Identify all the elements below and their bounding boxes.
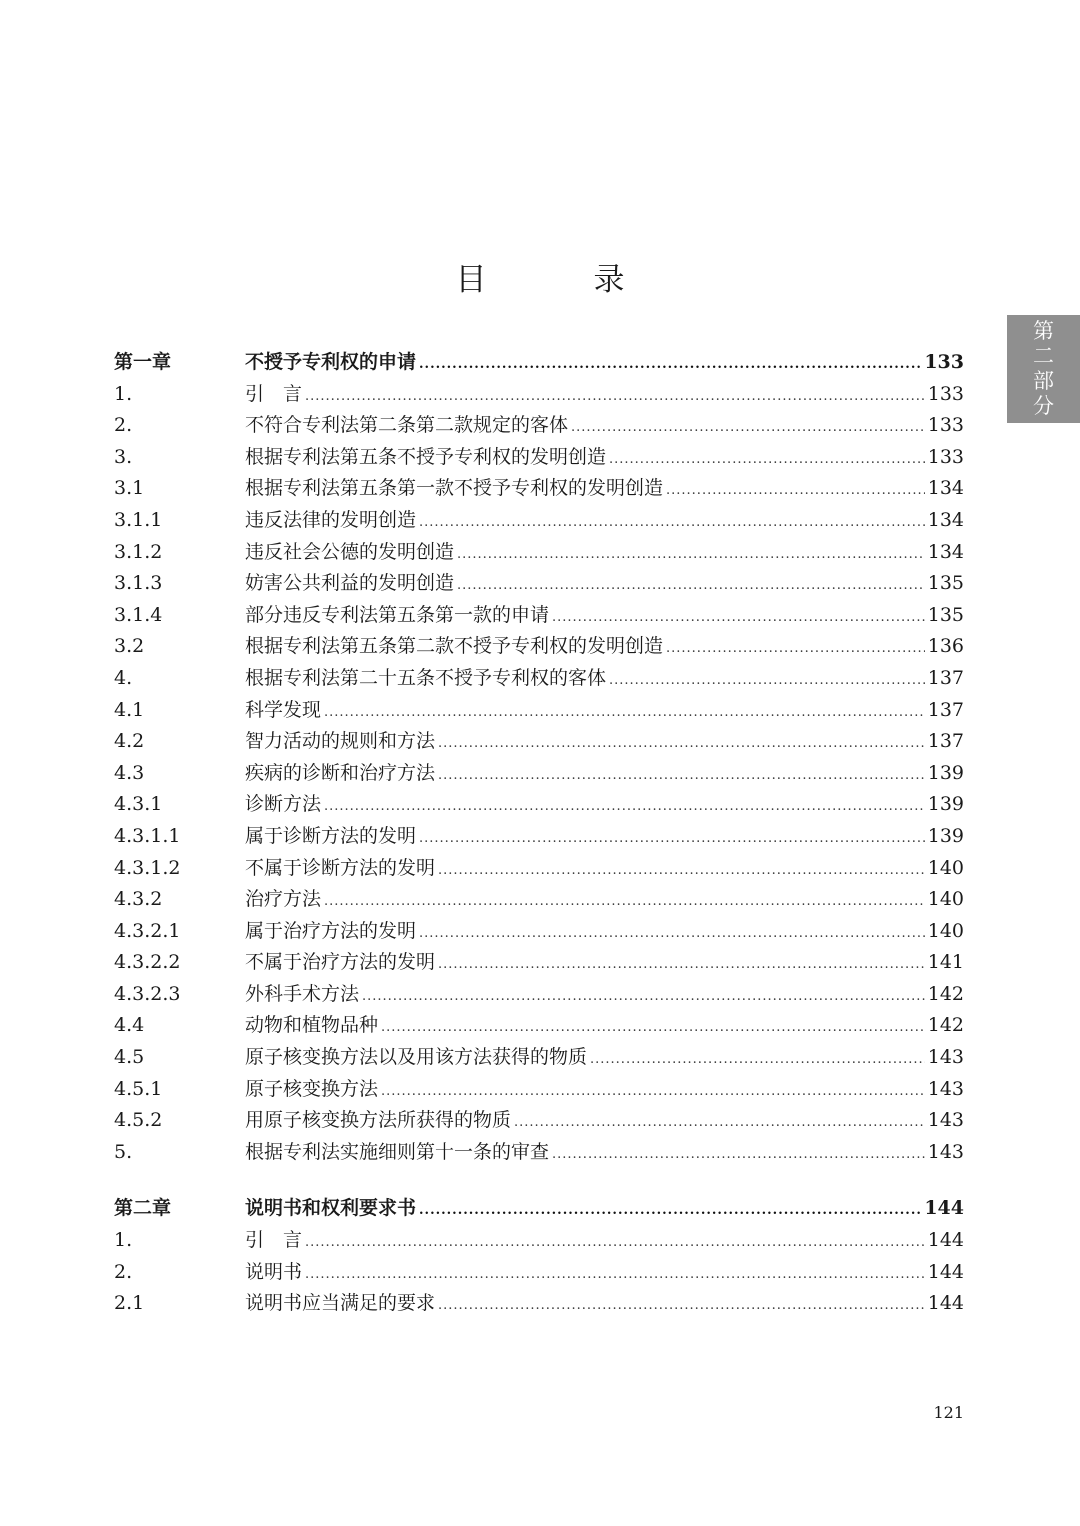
entry-page: 144 [927, 1292, 964, 1315]
entry-number: 4.3.1.2 [114, 856, 181, 879]
entry-title: 说明书 [245, 1260, 303, 1283]
entry-page: 140 [927, 919, 964, 942]
dot-leader [419, 507, 925, 539]
entry-number: 4.2 [114, 730, 145, 753]
entry-title: 动物和植物品种 [245, 1014, 379, 1037]
chapter-page: 133 [924, 351, 964, 373]
entry-page: 133 [927, 445, 964, 468]
dot-leader [438, 1290, 925, 1322]
dot-leader [666, 475, 925, 507]
entry-page: 143 [927, 1077, 964, 1100]
dot-leader [324, 791, 925, 823]
entry-page: 133 [927, 414, 964, 437]
chapter-1-entries [114, 379, 964, 1169]
toc-entry[interactable] [114, 947, 964, 979]
toc-entry[interactable] [114, 631, 964, 663]
toc-title: 目 录 [455, 262, 663, 298]
entry-title: 说明书应当满足的要求 [245, 1292, 436, 1315]
entry-page: 139 [927, 761, 964, 784]
toc-entry[interactable] [114, 1074, 964, 1106]
entry-number: 3.2 [114, 635, 145, 658]
dot-leader [324, 697, 925, 729]
entry-number: 3.1.1 [114, 508, 163, 531]
entry-page: 143 [927, 1140, 964, 1163]
entry-page: 143 [927, 1109, 964, 1132]
entry-title: 引 言 [245, 382, 303, 405]
toc-chapter-row[interactable] [114, 1193, 964, 1225]
toc-entry[interactable] [114, 568, 964, 600]
entry-number: 4. [114, 666, 133, 689]
dot-leader [438, 855, 925, 887]
dot-leader [305, 1227, 925, 1259]
chapter-number: 第一章 [114, 351, 172, 373]
entry-title: 根据专利法第二十五条不授予专利权的客体 [245, 666, 607, 689]
entry-number: 5. [114, 1140, 133, 1163]
dot-leader [362, 981, 925, 1013]
toc-entry[interactable] [114, 379, 964, 411]
entry-number: 1. [114, 382, 133, 405]
dot-leader [305, 1259, 925, 1291]
entry-page: 139 [927, 793, 964, 816]
entry-number: 4.5.1 [114, 1077, 163, 1100]
entry-title: 根据专利法第五条第二款不授予专利权的发明创造 [245, 635, 664, 658]
entry-title: 妨害公共利益的发明创造 [245, 572, 455, 595]
part-tab-char: 第 [1033, 319, 1054, 343]
entry-page: 141 [927, 951, 964, 974]
entry-page: 140 [927, 888, 964, 911]
entry-number: 4.3.2.3 [114, 982, 181, 1005]
page-number: 121 [933, 1403, 964, 1422]
chapter-title: 说明书和权利要求书 [245, 1197, 417, 1220]
entry-title: 外科手术方法 [245, 982, 360, 1005]
entry-title: 属于诊断方法的发明 [245, 824, 417, 847]
entry-title: 不属于诊断方法的发明 [245, 856, 436, 879]
entry-page: 137 [927, 698, 964, 721]
entry-page: 142 [927, 1014, 964, 1037]
dot-leader [381, 1076, 925, 1108]
toc-entry[interactable] [114, 979, 964, 1011]
entry-page: 143 [927, 1046, 964, 1069]
dot-leader [419, 349, 921, 381]
entry-number: 3.1 [114, 477, 145, 500]
entry-title: 根据专利法实施细则第十一条的审查 [245, 1140, 550, 1163]
part-tab-char: 分 [1033, 394, 1054, 418]
dot-leader [552, 602, 925, 634]
entry-title: 引 言 [245, 1229, 303, 1252]
toc-entry[interactable] [114, 1105, 964, 1137]
entry-page: 139 [927, 824, 964, 847]
entry-title: 根据专利法第五条第一款不授予专利权的发明创造 [245, 477, 664, 500]
toc-entry[interactable] [114, 473, 964, 505]
entry-page: 136 [927, 635, 964, 658]
chapter-gap [114, 1168, 964, 1193]
toc-entry[interactable] [114, 410, 964, 442]
entry-page: 133 [927, 382, 964, 405]
chapter-2-entries [114, 1225, 964, 1320]
dot-leader [438, 760, 925, 792]
entry-number: 4.3.2.2 [114, 951, 181, 974]
dot-leader [381, 1012, 925, 1044]
entry-page: 144 [927, 1260, 964, 1283]
toc-entry[interactable] [114, 663, 964, 695]
dot-leader [609, 665, 925, 697]
toc-entry[interactable] [114, 853, 964, 885]
entry-number: 3.1.3 [114, 572, 163, 595]
entry-title: 用原子核变换方法所获得的物质 [245, 1109, 512, 1132]
dot-leader [514, 1107, 925, 1139]
entry-page: 137 [927, 666, 964, 689]
entry-number: 2. [114, 1260, 133, 1283]
toc-entry[interactable] [114, 758, 964, 790]
toc-entry[interactable] [114, 600, 964, 632]
entry-title: 诊断方法 [245, 793, 322, 816]
toc-entry[interactable] [114, 1010, 964, 1042]
entry-title: 治疗方法 [245, 888, 322, 911]
entry-page: 134 [927, 540, 964, 563]
entry-number: 4.3.1.1 [114, 824, 181, 847]
entry-number: 4.3.1 [114, 793, 163, 816]
entry-title: 原子核变换方法以及用该方法获得的物质 [245, 1046, 588, 1069]
dot-leader [419, 918, 925, 950]
entry-page: 135 [927, 603, 964, 626]
dot-leader [305, 381, 925, 413]
part-tab-char: 二 [1033, 344, 1054, 368]
dot-leader [419, 1195, 921, 1227]
toc-entry[interactable] [114, 1137, 964, 1169]
entry-page: 134 [927, 508, 964, 531]
toc-entry[interactable] [114, 1225, 964, 1257]
toc-entry[interactable] [114, 1042, 964, 1074]
toc-entry[interactable] [114, 821, 964, 853]
toc-entry[interactable] [114, 505, 964, 537]
toc-entry[interactable] [114, 442, 964, 474]
dot-leader [609, 444, 925, 476]
entry-title: 科学发现 [245, 698, 322, 721]
entry-number: 4.5 [114, 1046, 145, 1069]
entry-number: 4.3.2.1 [114, 919, 181, 942]
entry-title: 不符合专利法第二条第二款规定的客体 [245, 414, 569, 437]
part-tab [1007, 315, 1080, 423]
dot-leader [324, 886, 925, 918]
entry-title: 原子核变换方法 [245, 1077, 379, 1100]
entry-number: 3. [114, 445, 133, 468]
entry-page: 137 [927, 730, 964, 753]
chapter-page: 144 [924, 1197, 964, 1220]
toc-entry[interactable] [114, 537, 964, 569]
toc-entry[interactable] [114, 1288, 964, 1320]
chapter-number: 第二章 [114, 1197, 172, 1220]
toc-entry[interactable] [114, 789, 964, 821]
entry-number: 4.3.2 [114, 888, 163, 911]
dot-leader [571, 412, 925, 444]
dot-leader [457, 570, 925, 602]
entry-title: 根据专利法第五条不授予专利权的发明创造 [245, 445, 607, 468]
dot-leader [419, 823, 925, 855]
toc-entry[interactable] [114, 1257, 964, 1289]
entry-title: 违反社会公德的发明创造 [245, 540, 455, 563]
entry-number: 4.4 [114, 1014, 145, 1037]
entry-page: 135 [927, 572, 964, 595]
dot-leader [457, 539, 925, 571]
dot-leader [666, 633, 925, 665]
entry-number: 3.1.2 [114, 540, 163, 563]
entry-title: 部分违反专利法第五条第一款的申请 [245, 603, 550, 626]
table-of-contents [114, 347, 964, 1320]
toc-chapter-row[interactable] [114, 347, 964, 379]
entry-page: 144 [927, 1229, 964, 1252]
toc-entry[interactable] [114, 726, 964, 758]
toc-entry[interactable] [114, 884, 964, 916]
part-tab-char: 部 [1033, 369, 1054, 393]
entry-page: 142 [927, 982, 964, 1005]
dot-leader [552, 1139, 925, 1171]
entry-page: 134 [927, 477, 964, 500]
entry-title: 违反法律的发明创造 [245, 508, 417, 531]
entry-title: 智力活动的规则和方法 [245, 730, 436, 753]
entry-number: 2.1 [114, 1292, 145, 1315]
entry-number: 3.1.4 [114, 603, 163, 626]
dot-leader [438, 949, 925, 981]
toc-entry[interactable] [114, 695, 964, 727]
chapter-title: 不授予专利权的申请 [245, 351, 417, 373]
entry-number: 4.5.2 [114, 1109, 163, 1132]
dot-leader [590, 1044, 925, 1076]
entry-title: 不属于治疗方法的发明 [245, 951, 436, 974]
entry-title: 属于治疗方法的发明 [245, 919, 417, 942]
toc-entry[interactable] [114, 916, 964, 948]
entry-title: 疾病的诊断和治疗方法 [245, 761, 436, 784]
entry-number: 1. [114, 1229, 133, 1252]
dot-leader [438, 728, 925, 760]
entry-page: 140 [927, 856, 964, 879]
entry-number: 4.1 [114, 698, 145, 721]
entry-number: 2. [114, 414, 133, 437]
entry-number: 4.3 [114, 761, 145, 784]
